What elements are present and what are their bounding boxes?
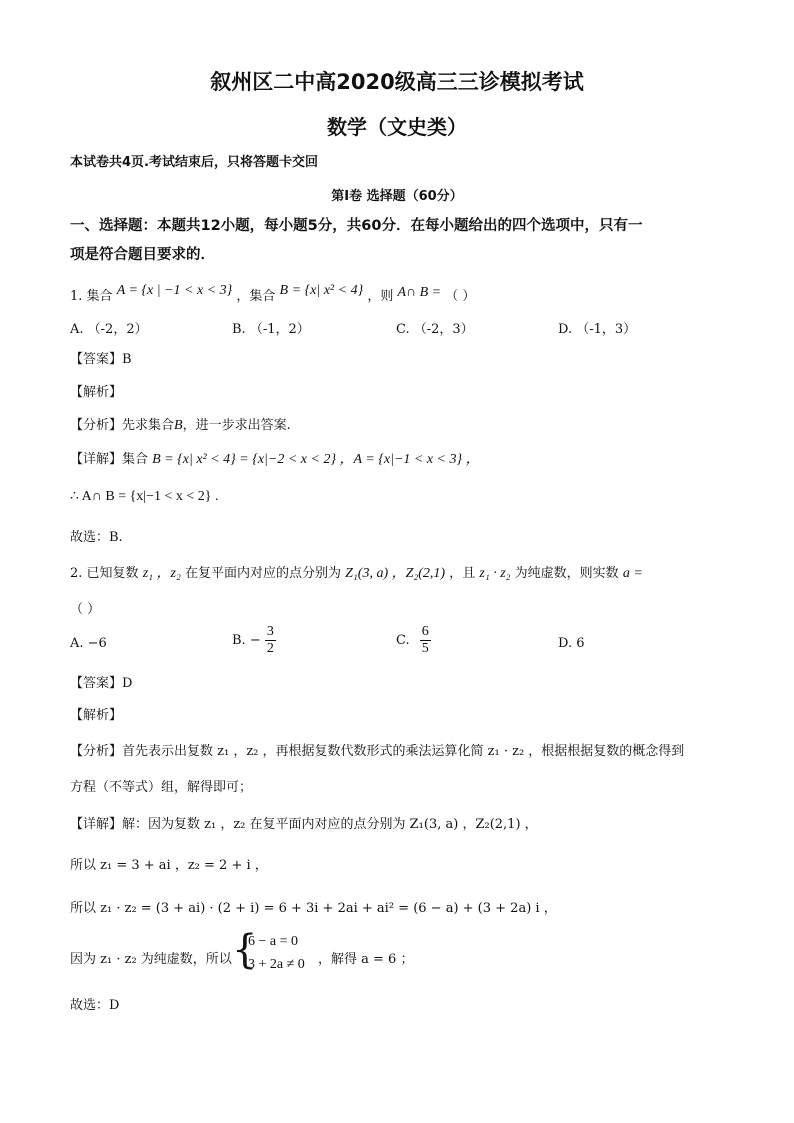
q2-detail-line-4-post: ，解得 a = 6 ； [318, 952, 414, 967]
q2-option-c-num: 6 [421, 624, 429, 639]
q1-analysis-label: 【解析】 [70, 385, 123, 400]
q2-option-c-den: 5 [421, 641, 429, 656]
q1-stem [70, 285, 475, 305]
exam-notice: 本试卷共4页.考试结束后，只将答题卡交回 [70, 155, 318, 170]
q1-analysis-text: 【分析】先求集合 [70, 418, 175, 433]
q1-choose: 故选：B. [70, 530, 123, 545]
q1-mid: ，集合 [236, 289, 276, 304]
q1-detail-label: 【详解】集合 [70, 452, 149, 467]
q1-option-d: D. （-1，3） [558, 322, 637, 337]
q2-stem-tail: 为纯虚数，则实数 [514, 566, 619, 581]
q2-analysis-line-2: 方程（不等式）组，解得即可； [70, 780, 253, 795]
q2-points: Z₁(3, a) ，Z₂(2,1) [345, 566, 446, 581]
q2-stem-end: ，且 [449, 566, 476, 581]
q1-then: ，则 [367, 289, 394, 304]
q2-stem [70, 562, 643, 582]
q2-detail-line-4-pre: 因为 z₁ · z₂ 为纯虚数，所以 [70, 952, 232, 967]
q2-option-a: A. −6 [70, 636, 107, 651]
q1-analysis-var: B [174, 418, 183, 433]
q1-set-b: B = {x| x² < 4} [279, 283, 364, 298]
q1-stem-prefix: 1. 集合 [70, 289, 113, 304]
q2-option-b-den: 2 [266, 641, 274, 656]
q2-paren: （ ） [70, 602, 101, 617]
q2-system-brace: { [232, 927, 258, 973]
q1-therefore: ∴ A∩ B = {x|−1 < x < 2} . [70, 489, 219, 504]
q2-choose: 故选：D [70, 998, 120, 1013]
q1-set-a: A = {x | −1 < x < 3} [116, 283, 233, 298]
q1-option-b: B. （-1，2） [232, 322, 310, 337]
q2-analysis-line-1: 【分析】首先表示出复数 z₁ ，z₂ ，再根据复数代数形式的乘法运算化简 z₁ · z₂ ，根据根据复数的概念得到 [70, 744, 685, 759]
exam-subtitle: 数学（文史类） [327, 115, 467, 139]
q1-paren: （ ） [445, 289, 476, 304]
q1-detail-expr: B = {x| x² < 4} = {x|−2 < x < 2} ，A = {x|−1 < x < 3} ， [152, 452, 480, 467]
q1-option-a: A. （-2，2） [70, 322, 148, 337]
section-heading: 第I卷 选择题（60分） [331, 189, 463, 204]
q2-option-c [396, 624, 431, 657]
q1-expr: A∩ B = [397, 285, 442, 300]
q2-detail-line-2: 所以 z₁ = 3 + ai ，z₂ = 2 + i ， [70, 858, 268, 873]
q1-analysis-rest: ，进一步求出答案. [182, 418, 291, 433]
q1-option-c: C. （-2，3） [396, 322, 474, 337]
q2-option-c-label: C. [396, 633, 410, 648]
q2-system-eq-1: 6 − a = 0 [248, 934, 299, 949]
q2-analysis-label: 【解析】 [70, 708, 123, 723]
q2-detail-line-3: 所以 z₁ · z₂ = (3 + ai) · (2 + i) = 6 + 3i + 2ai + ai² = (6 − a) + (3 + 2a) i ， [70, 901, 557, 916]
q2-a-eq: a = [622, 566, 643, 581]
q2-option-b [232, 624, 276, 657]
q2-option-d: D. 6 [558, 636, 585, 651]
q2-detail-line-1: 【详解】解：因为复数 z₁ ，z₂ 在复平面内对应的点分别为 Z₁(3, a) ，Z₂(2,1) ， [70, 817, 538, 832]
q2-answer: 【答案】D [70, 676, 133, 691]
q1-detail [70, 448, 480, 468]
instruction-line-2: 项是符合题目要求的． [70, 247, 215, 263]
q1-answer: 【答案】B [70, 352, 132, 367]
q2-stem-mid: 在复平面内对应的点分别为 [184, 566, 341, 581]
exam-title: 叙州区二中高2020级高三三诊模拟考试 [210, 70, 584, 94]
instruction-line-1: 一、选择题：本题共12小题，每小题5分，共60分．在每小题给出的四个选项中，只有一 [70, 218, 643, 234]
q2-system-eq-2: 3 + 2a ≠ 0 [248, 957, 305, 972]
q2-option-c-fraction [420, 624, 431, 657]
q2-vars: z₁ ，z₂ [142, 566, 181, 581]
q2-option-b-fraction [265, 624, 276, 657]
q1-analysis [70, 414, 291, 434]
q2-option-b-label: B. − [232, 633, 261, 648]
q2-product: z₁ · z₂ [479, 566, 511, 581]
q2-option-b-num: 3 [266, 624, 274, 639]
q2-stem-text: 2. 已知复数 [70, 566, 139, 581]
